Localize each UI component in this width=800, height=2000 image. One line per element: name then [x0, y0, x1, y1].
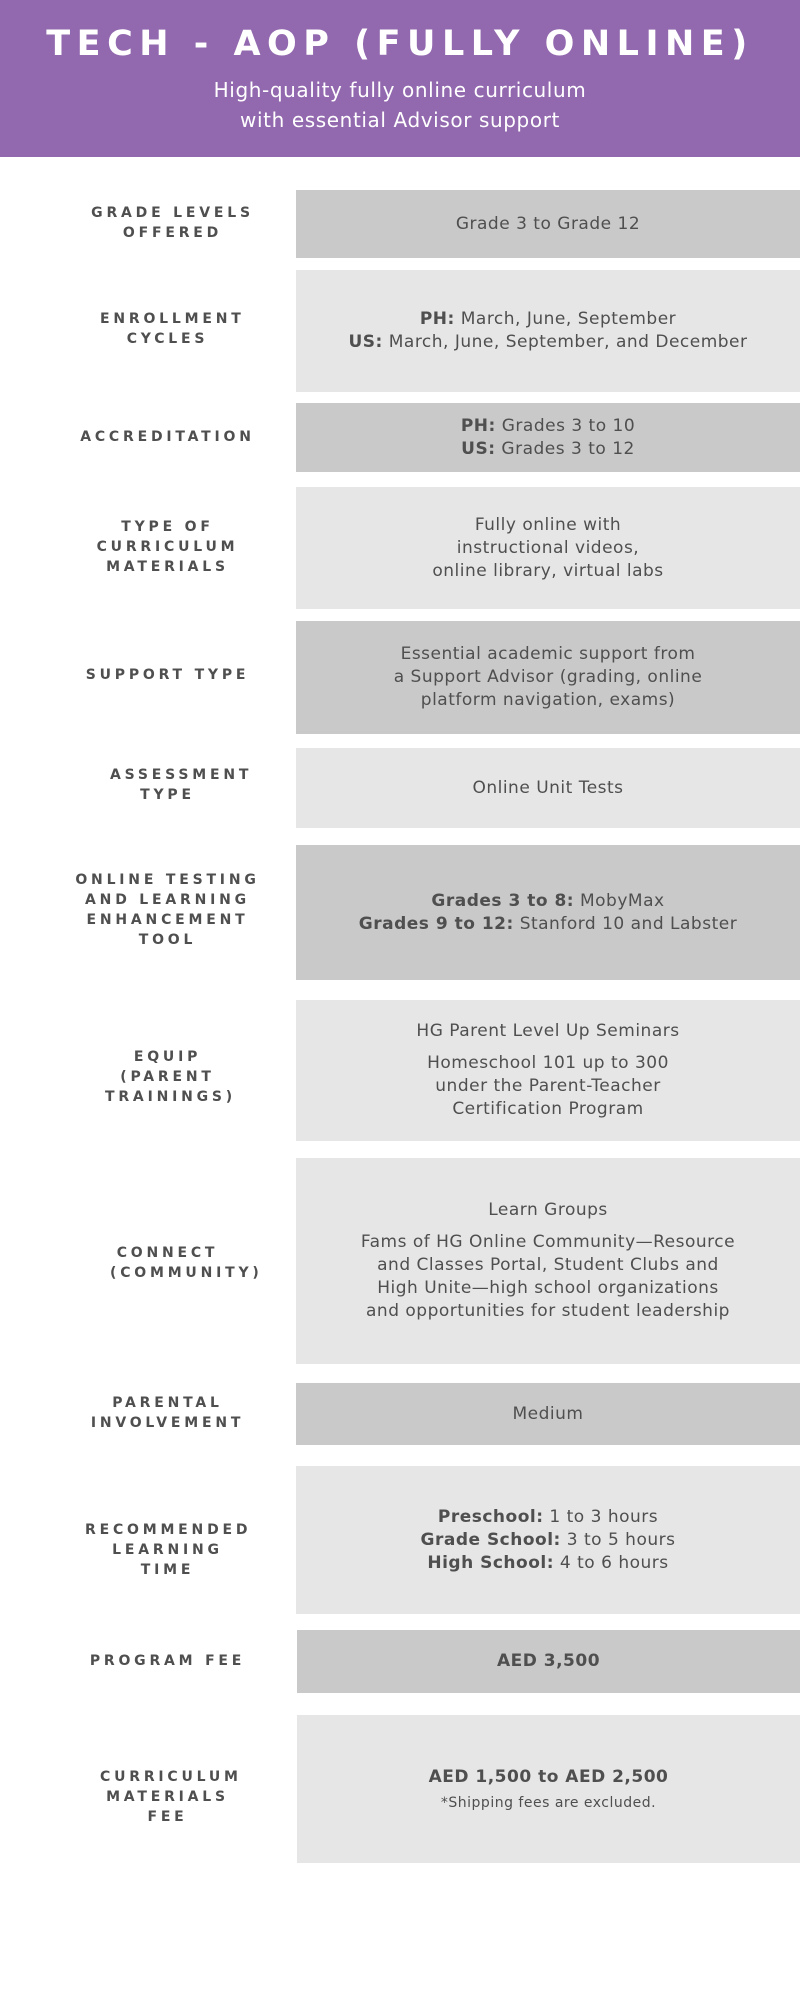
value-line: a Support Advisor (grading, online	[393, 667, 703, 687]
note-text: *Shipping fees are excluded.	[440, 1794, 657, 1811]
value-line: Certification Program	[452, 1099, 644, 1119]
value-line: platform navigation, exams)	[420, 690, 676, 710]
support-type-value	[296, 621, 800, 734]
subtitle-line: High-quality fully online curriculum	[213, 78, 587, 102]
testing-tool-label: ONLINE TESTING AND LEARNING ENHANCEMENT TOOL	[75, 872, 260, 948]
value-line	[461, 438, 635, 461]
enrollment-label: ENROLLMENT CYCLES	[100, 311, 245, 347]
value-text: AED 1,500 to AED 2,500	[428, 1766, 669, 1787]
learning-time-value	[296, 1466, 800, 1614]
key-text: Grade School:	[420, 1529, 561, 1550]
value-line: Learn Groups	[488, 1200, 608, 1220]
page-subtitle	[0, 75, 800, 135]
value-text: March, June, September, and December	[388, 332, 748, 352]
key-text: US:	[348, 332, 383, 352]
enrollment-value	[296, 270, 800, 392]
value-line	[359, 913, 737, 936]
page-header	[0, 0, 800, 157]
value-line: High Unite—high school organizations	[377, 1278, 719, 1298]
connect-label: CONNECT (COMMUNITY)	[110, 1245, 263, 1281]
curriculum-materials-value	[296, 487, 800, 609]
key-text: High School:	[427, 1552, 555, 1573]
value-line	[348, 331, 747, 354]
program-fee-value	[297, 1630, 800, 1693]
value-text: MobyMax	[579, 890, 665, 911]
key-text: PH:	[460, 415, 496, 436]
value-line	[431, 890, 664, 913]
program-fee-label: PROGRAM FEE	[89, 1653, 246, 1669]
subtitle-line: with essential Advisor support	[240, 108, 560, 132]
value-line	[461, 415, 635, 438]
equip-value	[296, 1000, 800, 1141]
value-text: Online Unit Tests	[472, 777, 624, 798]
materials-fee-label: CURRICULUM MATERIALS FEE	[100, 1769, 242, 1825]
page-title: TECH - AOP (FULLY ONLINE)	[46, 24, 754, 64]
value-line	[420, 308, 676, 331]
value-line: HG Parent Level Up Seminars	[416, 1021, 680, 1041]
value-line: and Classes Portal, Student Clubs and	[377, 1255, 719, 1275]
value-line: instructional videos,	[456, 537, 640, 558]
key-text: Preschool:	[437, 1506, 544, 1527]
key-text: Grades 9 to 12:	[358, 913, 514, 934]
parental-involvement-label: PARENTAL INVOLVEMENT	[90, 1395, 245, 1431]
materials-fee-value	[297, 1715, 800, 1863]
value-line: online library, virtual labs	[432, 560, 664, 581]
value-line: Essential academic support from	[400, 644, 696, 664]
value-text: March, June, September	[460, 309, 677, 329]
value-text: Grades 3 to 12	[501, 438, 635, 459]
key-text: PH:	[419, 309, 455, 329]
parental-involvement-value	[296, 1383, 800, 1445]
value-text: Grade 3 to Grade 12	[455, 213, 641, 234]
grade-levels-label: GRADE LEVELS OFFERED	[91, 205, 254, 241]
value-line: and opportunities for student leadership	[366, 1301, 730, 1321]
value-text: AED 3,500	[496, 1651, 601, 1671]
value-text: Grades 3 to 10	[501, 415, 636, 436]
support-type-label: SUPPORT TYPE	[85, 667, 250, 683]
learning-time-label: RECOMMENDED LEARNING TIME	[85, 1522, 252, 1578]
assessment-label: ASSESSMENT TYPE	[110, 767, 253, 803]
curriculum-materials-label: TYPE OF CURRICULUM MATERIALS	[96, 519, 239, 575]
key-text: Grades 3 to 8:	[431, 890, 575, 911]
accreditation-value	[296, 403, 800, 472]
value-line	[438, 1506, 658, 1529]
key-text: US:	[461, 438, 496, 459]
value-line	[421, 1529, 676, 1552]
value-line: Fams of HG Online Community—Resource	[360, 1232, 736, 1252]
value-text: 4 to 6 hours	[559, 1552, 669, 1573]
accreditation-label: ACCREDITATION	[80, 429, 255, 445]
equip-label: EQUIP (PARENT TRAININGS)	[105, 1049, 236, 1105]
assessment-value	[296, 748, 800, 828]
value-text: Stanford 10 and Labster	[519, 913, 738, 934]
value-line: Fully online with	[474, 514, 622, 535]
value-line: Homeschool 101 up to 300	[427, 1053, 669, 1073]
value-text: Medium	[512, 1403, 584, 1424]
value-text: 1 to 3 hours	[549, 1506, 659, 1527]
connect-value	[296, 1158, 800, 1364]
value-line	[427, 1552, 668, 1575]
testing-tool-value	[296, 845, 800, 980]
grade-levels-value	[296, 190, 800, 258]
value-line: under the Parent-Teacher	[435, 1076, 661, 1096]
value-text: 3 to 5 hours	[566, 1529, 676, 1550]
